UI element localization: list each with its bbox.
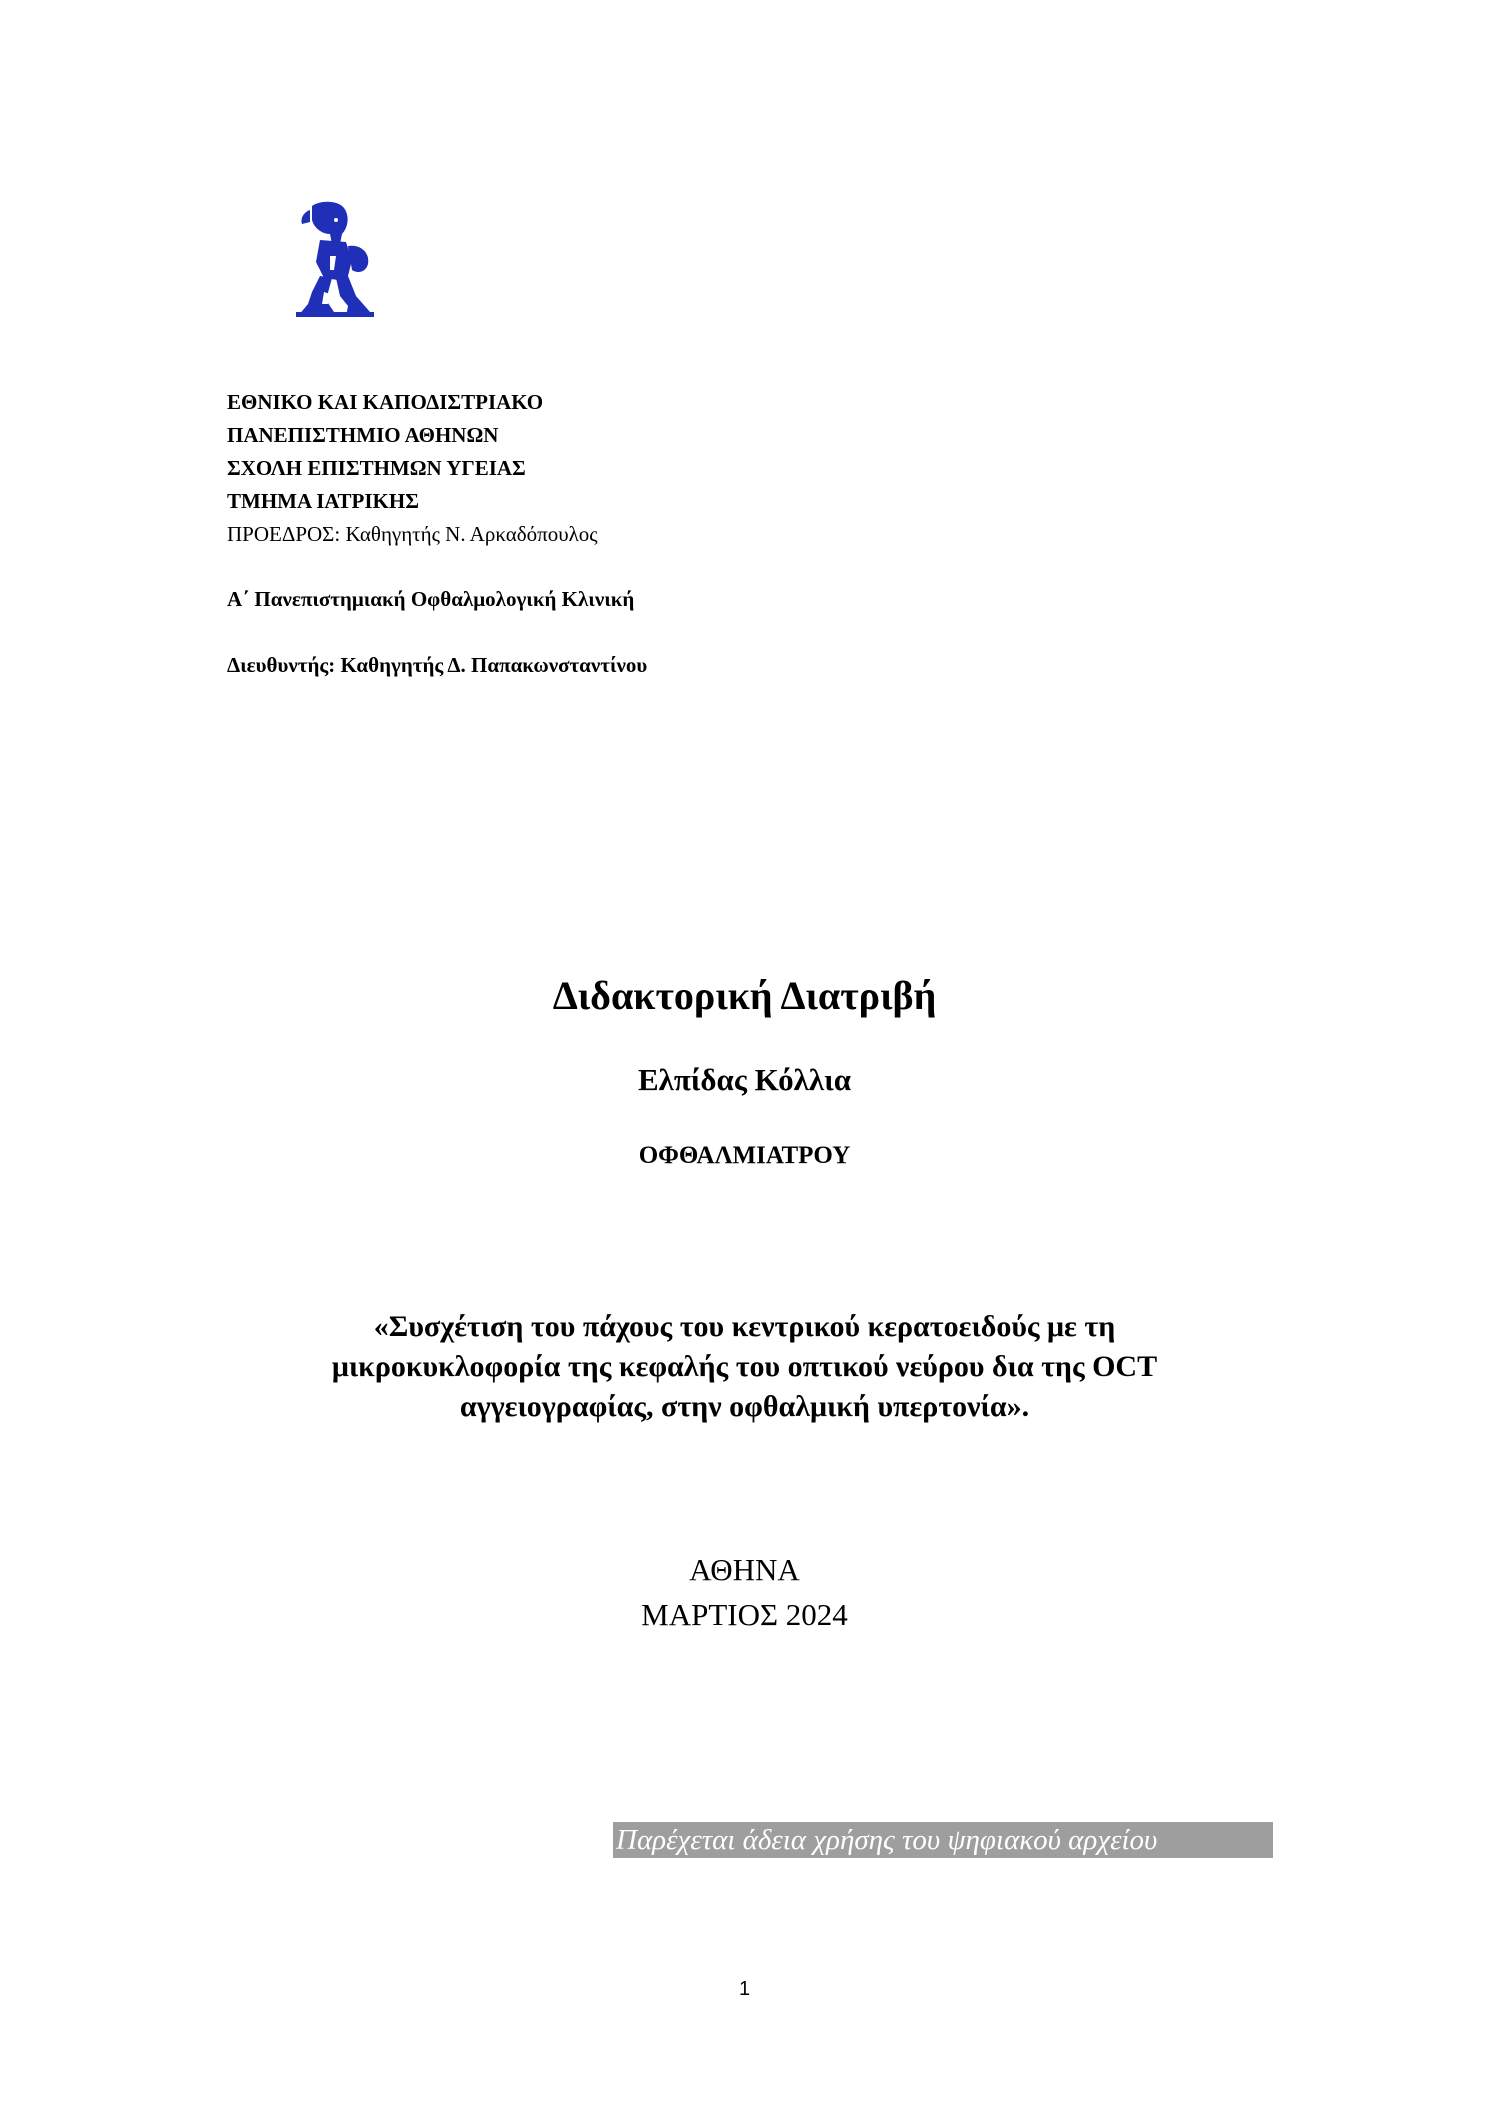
thesis-title-line-3: αγγειογραφίας, στην οφθαλμική υπερτονία». — [459, 1390, 1030, 1423]
thesis-title-line-2: μικροκυκλοφορία της κεφαλής του οπτικού νεύρου δια της OCT — [331, 1350, 1158, 1383]
license-notice: Παρέχεται άδεια χρήσης του ψηφιακού αρχείου — [613, 1822, 1273, 1858]
institution-line-2: ΠΑΝΕΠΙΣΤΗΜΙΟ ΑΘΗΝΩΝ — [227, 423, 499, 447]
thesis-title — [0, 1307, 1489, 1427]
page-number: 1 — [738, 1978, 751, 2000]
director-line: Διευθυντής: Καθηγητής Δ. Παπακωνσταντίνου — [227, 653, 648, 677]
city: ΑΘΗΝΑ — [689, 1552, 800, 1587]
institution-line-3: ΣΧΟΛΗ ΕΠΙΣΤΗΜΩΝ ΥΓΕΙΑΣ — [227, 456, 526, 480]
date: ΜΑΡΤΙΟΣ 2024 — [641, 1597, 848, 1632]
clinic-name: Α΄ Πανεπιστημιακή Οφθαλμολογική Κλινική — [227, 587, 635, 611]
institution-line-4: ΤΜΗΜΑ ΙΑΤΡΙΚΗΣ — [227, 489, 419, 513]
thesis-title-line-1: «Συσχέτιση του πάχους του κεντρικού κερατοειδούς με τη — [373, 1310, 1116, 1343]
author-name: Ελπίδας Κόλλια — [637, 1062, 852, 1097]
president-line: ΠΡΟΕΔΡΟΣ: Καθηγητής Ν. Αρκαδόπουλος — [227, 522, 598, 546]
institution-block — [227, 386, 598, 551]
institution-line-1: ΕΘΝΙΚΟ ΚΑΙ ΚΑΠΟΔΙΣΤΡΙΑΚΟ — [227, 390, 544, 414]
document-type-title: Διδακτορική Διατριβή — [552, 973, 937, 1018]
university-emblem-icon — [290, 200, 376, 318]
author-role: ΟΦΘΑΛΜΙΑΤΡΟΥ — [638, 1142, 851, 1169]
